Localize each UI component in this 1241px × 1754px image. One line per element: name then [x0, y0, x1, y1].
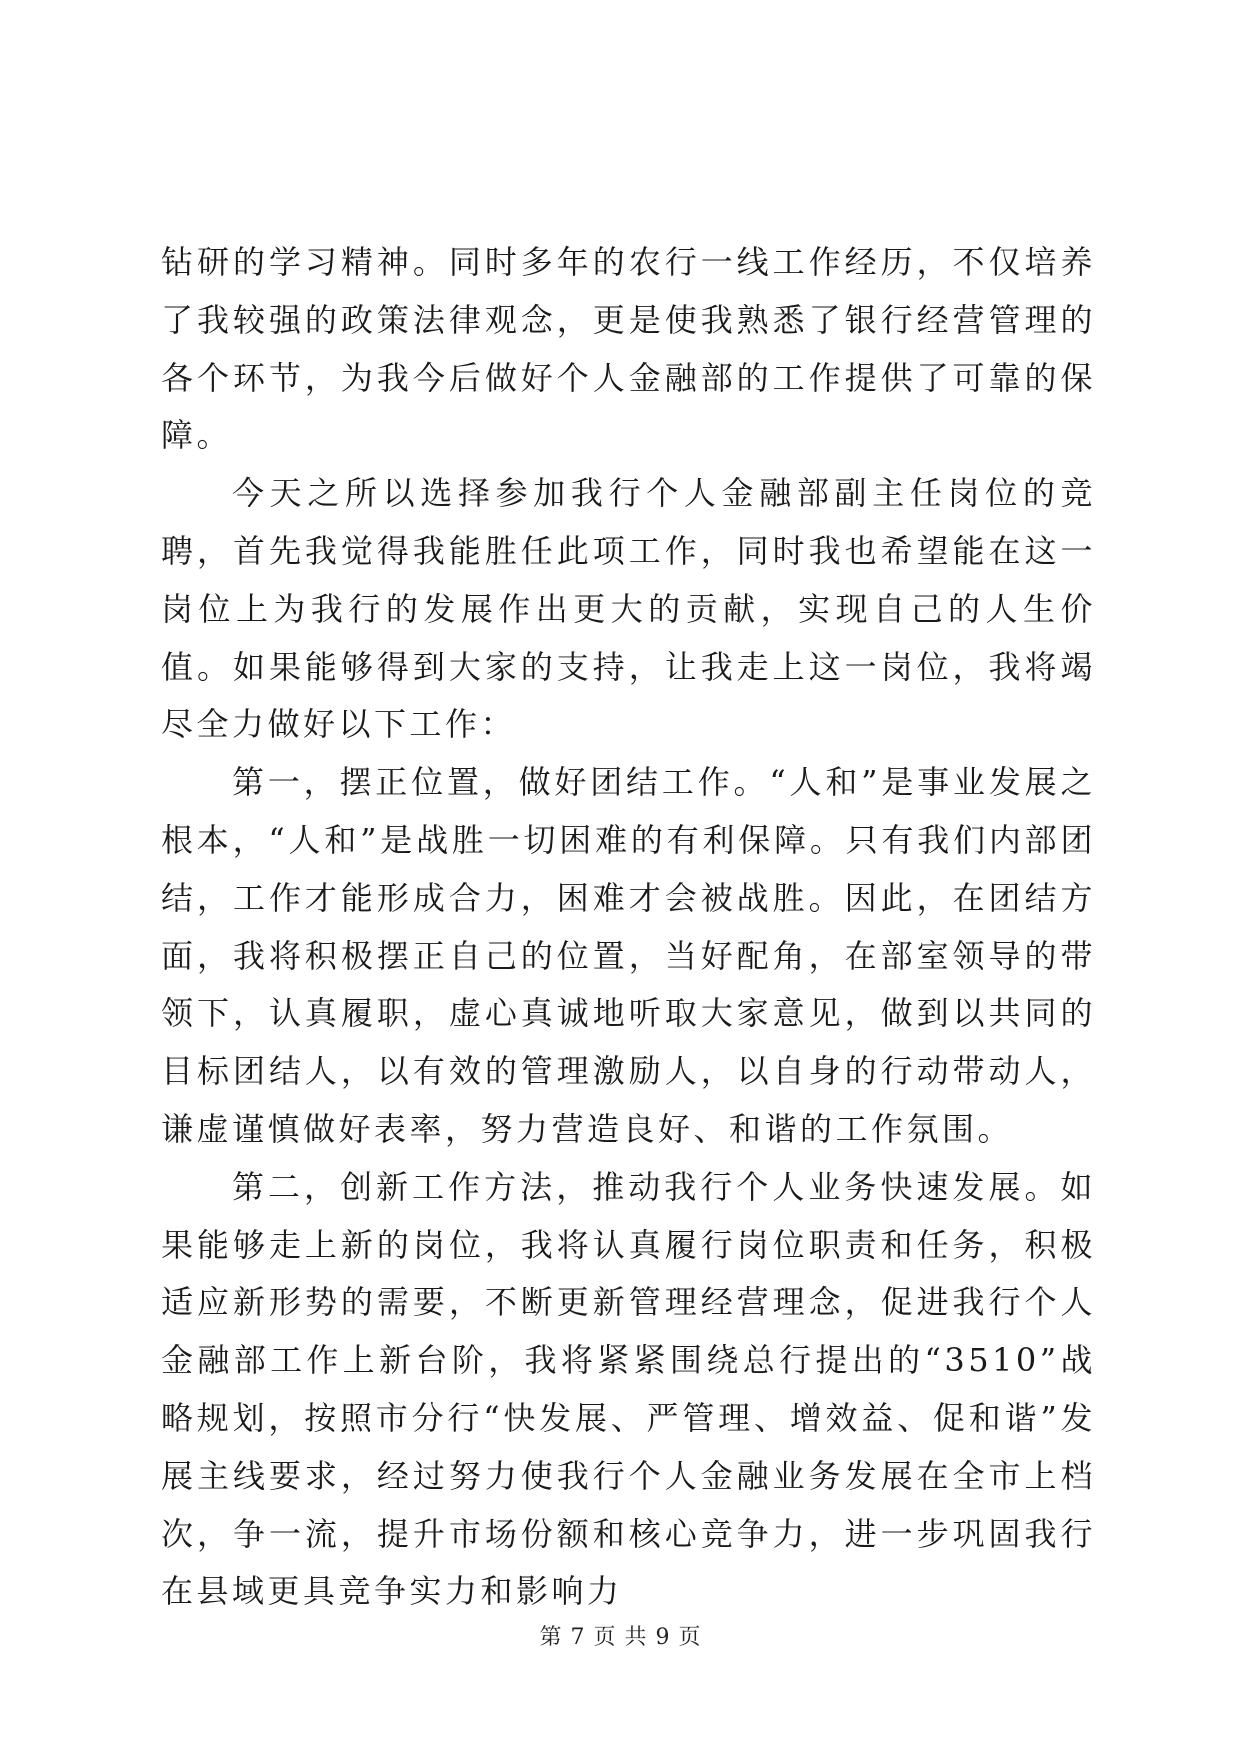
page-footer — [0, 1620, 1241, 1651]
paragraph-3: 第一，摆正位置，做好团结工作。“人和”是事业发展之根本，“人和”是战胜一切困难的有利保障。只有我们内部团结，工作才能形成合力，困难才会被战胜。因此，在团结方面，我将积极摆正自己的位置，当好配角，在部室领导的带领下，认真履职，虚心真诚地听取大家意见，做到以共同的目标团结人，以有效的管理激励人，以自身的行动带动人，谦虚谨慎做好表率，努力营造良好、和谐的工作氛围。 — [161, 763, 1096, 1148]
paragraph-2: 今天之所以选择参加我行个人金融部副主任岗位的竞聘，首先我觉得我能胜任此项工作，同时我也希望能在这一岗位上为我行的发展作出更大的贡献，实现自己的人生价值。如果能够得到大家的支持，让我走上这一岗位，我将竭尽全力做好以下工作： — [161, 474, 1096, 744]
paragraph-4: 第二，创新工作方法，推动我行个人业务快速发展。如果能够走上新的岗位，我将认真履行岗位职责和任务，积极适应新形势的需要，不断更新管理经营理念，促进我行个人金融部工作上新台阶，我将紧紧围绕总行提出的“3510”战略规划，按照市分行“快发展、严管理、增效益、促和谐”发展主线要求，经过努力使我行个人金融业务发展在全市上档次，争一流，提升市场份额和核心竞争力，进一步巩固我行在县域更具竞争实力和影响力 — [161, 1167, 1096, 1611]
paragraph-1: 钻研的学习精神。同时多年的农行一线工作经历，不仅培养了我较强的政策法律观念，更是使我熟悉了银行经营管理的各个环节，为我今后做好个人金融部的工作提供了可靠的保障。 — [161, 243, 1096, 455]
document-body — [161, 234, 1096, 1621]
page-number-label: 第 7 页 共 9 页 — [539, 1625, 702, 1650]
